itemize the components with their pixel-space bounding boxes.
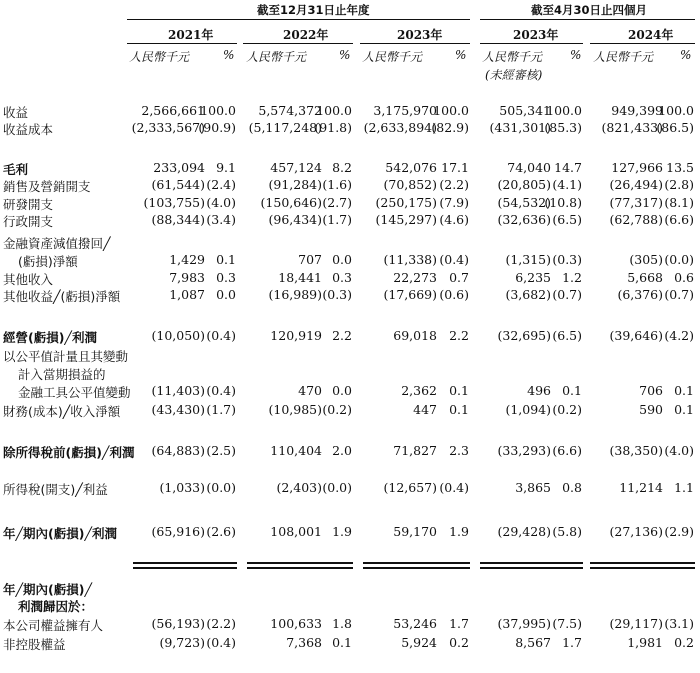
cell-amount: 108,001 bbox=[270, 524, 322, 539]
cell-amount: (11,403) bbox=[151, 383, 205, 398]
cell-amount: 120,919 bbox=[270, 328, 322, 343]
cell-amount: (16,989) bbox=[268, 287, 322, 302]
row-label: (虧損)淨額 bbox=[18, 254, 78, 269]
year-rule-2022 bbox=[243, 43, 353, 44]
double-rule-2021 bbox=[133, 562, 237, 564]
cell-amount: 707 bbox=[298, 252, 322, 267]
cell-percent: 1.2 bbox=[562, 270, 582, 285]
cell-amount: (1,094) bbox=[505, 402, 551, 417]
header-rule-group1 bbox=[127, 19, 470, 20]
cell-amount: 3,865 bbox=[515, 480, 551, 495]
cell-percent: (86.5) bbox=[656, 120, 694, 135]
row-label: 除所得稅前(虧損)╱利潤 bbox=[3, 445, 135, 460]
row-label: 收益成本 bbox=[3, 122, 54, 137]
cell-amount: 1,981 bbox=[627, 635, 663, 650]
cell-percent: 0.2 bbox=[449, 635, 469, 650]
cell-percent: 100.0 bbox=[316, 103, 352, 118]
cell-amount: (56,193) bbox=[151, 616, 205, 631]
cell-amount: (103,755) bbox=[143, 195, 205, 210]
cell-amount: (37,995) bbox=[497, 616, 551, 631]
cell-percent: (82.9) bbox=[431, 120, 469, 135]
cell-amount: 706 bbox=[639, 383, 663, 398]
cell-amount: 470 bbox=[298, 383, 322, 398]
double-rule-2022b bbox=[247, 567, 353, 569]
cell-percent: 2.2 bbox=[449, 328, 469, 343]
cell-percent: (2.9) bbox=[664, 524, 694, 539]
cell-percent: (4.0) bbox=[206, 195, 236, 210]
cell-percent: 1.7 bbox=[562, 635, 582, 650]
cell-amount: (38,350) bbox=[609, 443, 663, 458]
cell-amount: (77,317) bbox=[609, 195, 663, 210]
row-label: 年╱期內(虧損)╱ bbox=[3, 582, 92, 597]
row-label: 研發開支 bbox=[3, 197, 54, 212]
cell-percent: (0.2) bbox=[552, 402, 582, 417]
cell-percent: 0.1 bbox=[674, 383, 694, 398]
cell-percent: 0.7 bbox=[449, 270, 469, 285]
cell-amount: (70,852) bbox=[383, 177, 437, 192]
cell-percent: 2.3 bbox=[449, 443, 469, 458]
cell-amount: 110,404 bbox=[270, 443, 322, 458]
cell-percent: (0.0) bbox=[664, 252, 694, 267]
cell-percent: 0.3 bbox=[332, 270, 352, 285]
cell-amount: (3,682) bbox=[505, 287, 551, 302]
cell-amount: 233,094 bbox=[153, 160, 205, 175]
cell-percent: 0.0 bbox=[216, 287, 236, 302]
cell-amount: 3,175,970 bbox=[373, 103, 437, 118]
cell-amount: 74,040 bbox=[507, 160, 551, 175]
cell-percent: (4.2) bbox=[664, 328, 694, 343]
cell-percent: (5.8) bbox=[552, 524, 582, 539]
cell-amount: 18,441 bbox=[278, 270, 322, 285]
unit-rmb-2023-4m: 人民幣千元 bbox=[482, 50, 543, 64]
cell-percent: 0.1 bbox=[562, 383, 582, 398]
cell-percent: 8.2 bbox=[332, 160, 352, 175]
cell-percent: 14.7 bbox=[554, 160, 582, 175]
cell-amount: 7,368 bbox=[286, 635, 322, 650]
cell-percent: 1.8 bbox=[332, 616, 352, 631]
cell-amount: (96,434) bbox=[268, 212, 322, 227]
cell-amount: (150,646) bbox=[260, 195, 322, 210]
year-2022: 2022年 bbox=[283, 28, 329, 42]
cell-amount: 59,170 bbox=[393, 524, 437, 539]
cell-percent: 0.1 bbox=[449, 383, 469, 398]
cell-percent: (85.3) bbox=[544, 120, 582, 135]
cell-amount: (431,301) bbox=[489, 120, 551, 135]
cell-percent: 9.1 bbox=[216, 160, 236, 175]
cell-amount: (91,284) bbox=[268, 177, 322, 192]
cell-percent: (1.6) bbox=[322, 177, 352, 192]
cell-percent: 2.2 bbox=[332, 328, 352, 343]
cell-amount: (6,376) bbox=[617, 287, 663, 302]
cell-amount: 1,429 bbox=[169, 252, 205, 267]
cell-amount: 505,341 bbox=[499, 103, 551, 118]
cell-percent: (6.6) bbox=[552, 443, 582, 458]
cell-percent: (0.0) bbox=[206, 480, 236, 495]
cell-percent: (0.4) bbox=[206, 328, 236, 343]
cell-amount: (2,333,567) bbox=[131, 120, 205, 135]
cell-percent: (2.4) bbox=[206, 177, 236, 192]
cell-percent: 1.9 bbox=[332, 524, 352, 539]
cell-percent: 0.0 bbox=[332, 383, 352, 398]
cell-amount: 5,574,372 bbox=[258, 103, 322, 118]
cell-percent: 0.8 bbox=[562, 480, 582, 495]
unit-pct-2022: % bbox=[339, 48, 351, 62]
cell-amount: (1,033) bbox=[159, 480, 205, 495]
cell-percent: (0.7) bbox=[552, 287, 582, 302]
row-label: 經營(虧損)╱利潤 bbox=[3, 330, 97, 345]
cell-amount: (29,117) bbox=[609, 616, 663, 631]
cell-percent: 17.1 bbox=[441, 160, 469, 175]
cell-percent: (6.5) bbox=[552, 328, 582, 343]
double-rule-2023b bbox=[363, 567, 470, 569]
cell-percent: 0.3 bbox=[216, 270, 236, 285]
cell-percent: 100.0 bbox=[546, 103, 582, 118]
double-rule-2021b bbox=[133, 567, 237, 569]
cell-amount: 11,214 bbox=[619, 480, 663, 495]
row-label: 計入當期損益的 bbox=[18, 367, 106, 382]
cell-amount: 22,273 bbox=[393, 270, 437, 285]
cell-amount: 7,983 bbox=[169, 270, 205, 285]
cell-percent: (0.7) bbox=[664, 287, 694, 302]
double-rule-2023-4m bbox=[480, 562, 583, 564]
cell-percent: (1.7) bbox=[322, 212, 352, 227]
header-rule-group2 bbox=[480, 19, 695, 20]
cell-amount: (33,293) bbox=[497, 443, 551, 458]
unit-pct-2023: % bbox=[455, 48, 467, 62]
row-label: 利潤歸因於： bbox=[18, 599, 94, 614]
cell-percent: 0.1 bbox=[674, 402, 694, 417]
cell-amount: 2,362 bbox=[401, 383, 437, 398]
cell-percent: (0.4) bbox=[439, 252, 469, 267]
cell-amount: (2,403) bbox=[276, 480, 322, 495]
cell-amount: (9,723) bbox=[159, 635, 205, 650]
cell-amount: (26,494) bbox=[609, 177, 663, 192]
cell-amount: (27,136) bbox=[609, 524, 663, 539]
cell-percent: (8.1) bbox=[664, 195, 694, 210]
double-rule-2024-4m bbox=[590, 562, 695, 564]
cell-amount: (305) bbox=[629, 252, 663, 267]
row-label: 以公平值計量且其變動 bbox=[3, 349, 129, 364]
year-rule-2024-4m bbox=[590, 43, 695, 44]
cell-amount: (88,344) bbox=[151, 212, 205, 227]
cell-percent: (7.5) bbox=[552, 616, 582, 631]
cell-percent: (0.6) bbox=[439, 287, 469, 302]
cell-amount: (32,636) bbox=[497, 212, 551, 227]
cell-amount: (65,916) bbox=[151, 524, 205, 539]
cell-percent: (0.4) bbox=[206, 635, 236, 650]
cell-amount: (12,657) bbox=[383, 480, 437, 495]
cell-amount: 5,668 bbox=[627, 270, 663, 285]
cell-amount: 127,966 bbox=[611, 160, 663, 175]
cell-amount: 5,924 bbox=[401, 635, 437, 650]
cell-percent: (2.6) bbox=[206, 524, 236, 539]
cell-percent: 1.1 bbox=[674, 480, 694, 495]
year-2023-four-months: 2023年 bbox=[513, 28, 559, 42]
cell-percent: (0.3) bbox=[552, 252, 582, 267]
cell-percent: (0.2) bbox=[322, 402, 352, 417]
cell-percent: 13.5 bbox=[666, 160, 694, 175]
cell-percent: (2.2) bbox=[206, 616, 236, 631]
year-rule-2021 bbox=[127, 43, 237, 44]
cell-percent: (4.1) bbox=[552, 177, 582, 192]
row-label: 銷售及營銷開支 bbox=[3, 179, 91, 194]
cell-amount: (821,433) bbox=[601, 120, 663, 135]
cell-percent: (0.4) bbox=[439, 480, 469, 495]
cell-percent: (2.5) bbox=[206, 443, 236, 458]
row-label: 金融工具公平值變動 bbox=[18, 385, 131, 400]
year-rule-2023 bbox=[360, 43, 470, 44]
row-label: 財務(成本)╱收入淨額 bbox=[3, 404, 121, 419]
year-rule-2023-4m bbox=[480, 43, 583, 44]
unit-pct-2023-4m: % bbox=[570, 48, 582, 62]
cell-percent: (2.7) bbox=[322, 195, 352, 210]
cell-percent: 0.0 bbox=[332, 252, 352, 267]
cell-percent: (4.6) bbox=[439, 212, 469, 227]
unit-rmb-2021: 人民幣千元 bbox=[129, 50, 190, 64]
cell-amount: 2,566,661 bbox=[141, 103, 205, 118]
cell-percent: (91.8) bbox=[314, 120, 352, 135]
cell-amount: 69,018 bbox=[393, 328, 437, 343]
cell-amount: (39,646) bbox=[609, 328, 663, 343]
cell-amount: 53,246 bbox=[393, 616, 437, 631]
cell-amount: (64,883) bbox=[151, 443, 205, 458]
cell-amount: 457,124 bbox=[270, 160, 322, 175]
cell-amount: (43,430) bbox=[151, 402, 205, 417]
cell-percent: (6.6) bbox=[664, 212, 694, 227]
cell-amount: (61,544) bbox=[151, 177, 205, 192]
row-label: 收益 bbox=[3, 105, 29, 120]
cell-amount: (32,695) bbox=[497, 328, 551, 343]
double-rule-2024-4mb bbox=[590, 567, 695, 569]
header-group-year: 截至12月31日止年度 bbox=[257, 3, 370, 17]
cell-amount: (17,669) bbox=[383, 287, 437, 302]
cell-percent: (1.7) bbox=[206, 402, 236, 417]
cell-percent: (4.0) bbox=[664, 443, 694, 458]
cell-amount: 100,633 bbox=[270, 616, 322, 631]
cell-percent: (7.9) bbox=[439, 195, 469, 210]
cell-percent: (2.2) bbox=[439, 177, 469, 192]
cell-amount: 8,567 bbox=[515, 635, 551, 650]
cell-percent: 0.6 bbox=[674, 270, 694, 285]
cell-amount: 949,399 bbox=[611, 103, 663, 118]
double-rule-2023 bbox=[363, 562, 470, 564]
cell-amount: (10,050) bbox=[151, 328, 205, 343]
cell-percent: 1.7 bbox=[449, 616, 469, 631]
cell-amount: (2,633,894) bbox=[363, 120, 437, 135]
cell-percent: (0.4) bbox=[206, 383, 236, 398]
cell-percent: 0.1 bbox=[216, 252, 236, 267]
unit-rmb-2024-4m: 人民幣千元 bbox=[593, 50, 654, 64]
cell-percent: (10.8) bbox=[544, 195, 582, 210]
cell-percent: 100.0 bbox=[200, 103, 236, 118]
cell-amount: (250,175) bbox=[375, 195, 437, 210]
double-rule-2023-4mb bbox=[480, 567, 583, 569]
cell-amount: (29,428) bbox=[497, 524, 551, 539]
cell-percent: 0.1 bbox=[449, 402, 469, 417]
cell-percent: (0.0) bbox=[322, 480, 352, 495]
cell-percent: (0.3) bbox=[322, 287, 352, 302]
year-2024-four-months: 2024年 bbox=[628, 28, 674, 42]
cell-percent: (90.9) bbox=[198, 120, 236, 135]
cell-amount: (5,117,248) bbox=[248, 120, 322, 135]
unit-pct-2024-4m: % bbox=[680, 48, 692, 62]
cell-amount: (54,532) bbox=[497, 195, 551, 210]
cell-percent: (6.5) bbox=[552, 212, 582, 227]
cell-percent: 2.0 bbox=[332, 443, 352, 458]
cell-amount: 6,235 bbox=[515, 270, 551, 285]
row-label: 所得稅(開支)╱利益 bbox=[3, 482, 108, 497]
cell-percent: 100.0 bbox=[658, 103, 694, 118]
cell-percent: 1.9 bbox=[449, 524, 469, 539]
cell-percent: 0.1 bbox=[332, 635, 352, 650]
cell-amount: 590 bbox=[639, 402, 663, 417]
cell-percent: 0.2 bbox=[674, 635, 694, 650]
cell-amount: (20,805) bbox=[497, 177, 551, 192]
cell-amount: 496 bbox=[527, 383, 551, 398]
cell-amount: (62,788) bbox=[609, 212, 663, 227]
header-group-four-months: 截至4月30日止四個月 bbox=[531, 3, 648, 17]
unaudited-note: (未經審核) bbox=[485, 68, 543, 82]
unit-rmb-2022: 人民幣千元 bbox=[246, 50, 307, 64]
row-label: 年╱期內(虧損)╱利潤 bbox=[3, 526, 117, 541]
cell-amount: (11,338) bbox=[383, 252, 437, 267]
year-2021: 2021年 bbox=[168, 28, 214, 42]
row-label: 本公司權益擁有人 bbox=[3, 618, 104, 633]
cell-amount: (10,985) bbox=[268, 402, 322, 417]
row-label: 非控股權益 bbox=[3, 637, 66, 652]
double-rule-2022 bbox=[247, 562, 353, 564]
cell-percent: (3.4) bbox=[206, 212, 236, 227]
cell-percent: 100.0 bbox=[433, 103, 469, 118]
unit-rmb-2023: 人民幣千元 bbox=[362, 50, 423, 64]
row-label: 毛利 bbox=[3, 162, 29, 177]
cell-percent: (3.1) bbox=[664, 616, 694, 631]
row-label: 行政開支 bbox=[3, 214, 54, 229]
cell-amount: 542,076 bbox=[385, 160, 437, 175]
row-label: 其他收益╱(虧損)淨額 bbox=[3, 289, 121, 304]
cell-amount: 71,827 bbox=[393, 443, 437, 458]
cell-amount: (145,297) bbox=[375, 212, 437, 227]
cell-amount: 447 bbox=[413, 402, 437, 417]
cell-amount: (1,315) bbox=[505, 252, 551, 267]
unit-pct-2021: % bbox=[223, 48, 235, 62]
cell-amount: 1,087 bbox=[169, 287, 205, 302]
cell-percent: (2.8) bbox=[664, 177, 694, 192]
row-label: 其他收入 bbox=[3, 272, 54, 287]
year-2023: 2023年 bbox=[397, 28, 443, 42]
row-label: 金融資產減值撥回╱ bbox=[3, 236, 111, 251]
